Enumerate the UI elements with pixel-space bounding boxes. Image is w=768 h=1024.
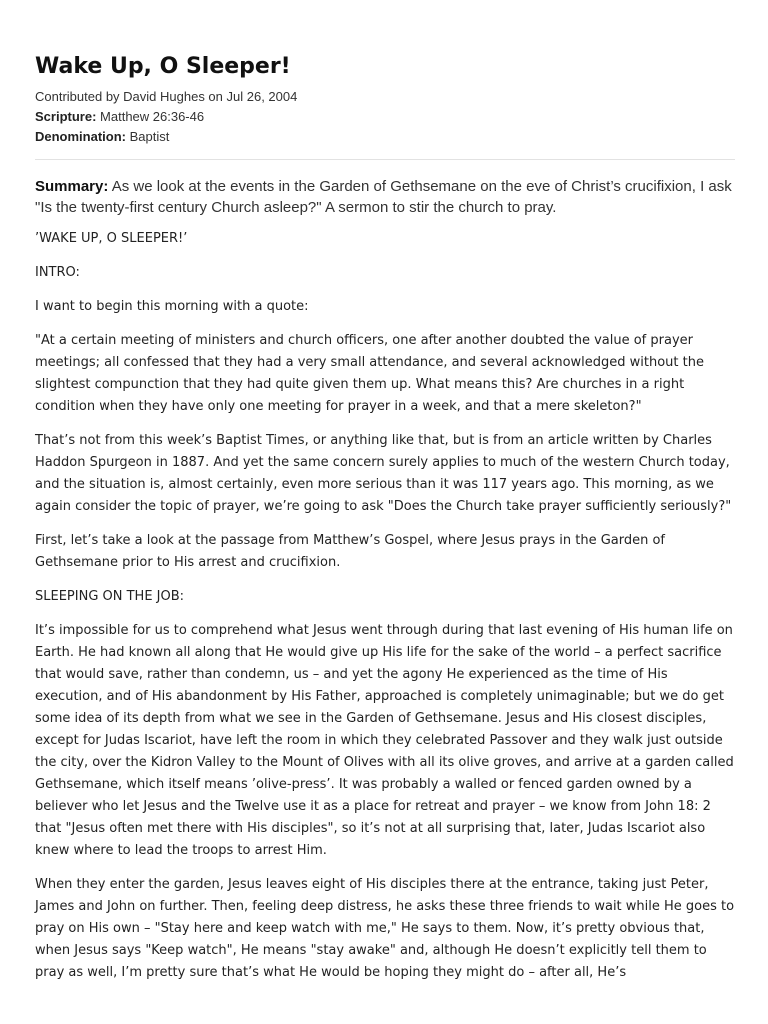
sermon-title: Wake Up, O Sleeper! (35, 54, 291, 79)
scripture-line (35, 107, 735, 127)
body-paragraph: ’WAKE UP, O SLEEPER!’ (35, 231, 188, 246)
body-paragraph: It’s impossible for us to comprehend what Jesus went through during that last evening of His human life on Earth. He had known all along that He would give up His life for the sake of the world – a perfect sacrifice that would save, rather than condemn, us – and yet the agony He experienced as the time of His execution, and of His abandonment by His Father, approached is completely unimaginable; but we do get some idea of its depth from what we see in the Garden of Gethsemane. Jesus and His closest disciples, except for Judas Iscariot, have left the room in which they celebrated Passover and they walk just outside the city, over the Kidron Valley to the Mount of Olives with all its olive groves, and arrive at a garden called Gethsemane, which itself means ’olive-press’. It was probably a walled or fenced garden owned by a believer who let Jesus and the Twelve use it as a place for retreat and prayer – we know from John 18: 2 that "Jesus often met there with His disciples", so it’s not at all surprising that, later, Judas Iscariot also knew where to lead the troops to arrest Him. (35, 623, 734, 858)
contributor-line: Contributed by David Hughes on Jul 26, 2004 (35, 89, 298, 104)
denomination-line (35, 127, 735, 147)
sermon-page (35, 52, 735, 996)
summary-text: As we look at the events in the Garden of Gethsemane on the eve of Christ’s crucifixion, I ask "Is the twenty-first century Church asleep?" A sermon to stir the church to pray. (35, 178, 732, 216)
body-paragraph: First, let’s take a look at the passage from Matthew’s Gospel, where Jesus prays in the Garden of Gethsemane prior to His arrest and crucifixion. (35, 533, 666, 570)
denomination-label: Denomination: (35, 129, 126, 144)
denomination-value[interactable]: Baptist (129, 129, 170, 144)
scripture-reference[interactable]: Matthew 26:36-46 (100, 109, 205, 124)
body-paragraph: "At a certain meeting of ministers and church officers, one after another doubted the value of prayer meetings; all confessed that they had a very small attendance, and several acknowledged without the slightest compunction that they had quite given them up. What means this? Are churches in a right condition when they have only one meeting for prayer in a week, and that a mere skeleton?" (35, 333, 704, 414)
body-paragraph: SLEEPING ON THE JOB: (35, 589, 185, 604)
sermon-body (35, 228, 735, 984)
body-paragraph: When they enter the garden, Jesus leaves eight of His disciples there at the entrance, taking just Peter, James and John on further. Then, feeling deep distress, he asks these three friends to wait while He goes to pray on His own – "Stay here and keep watch with me," He says to them. Now, it’s pretty obvious that, when Jesus says "Keep watch", He means "stay awake" and, although He doesn’t explicitly tell them to pray as well, I’m pretty sure that’s what He would be hoping they might do – after all, He’s (35, 877, 735, 980)
body-paragraph: That’s not from this week’s Baptist Times, or anything like that, but is from an article written by Charles Haddon Spurgeon in 1887. And yet the same concern surely applies to much of the western Church today, and the situation is, almost certainly, even more serious than it was 117 years ago. This morning, as we again consider the topic of prayer, we’re going to ask "Does the Church take prayer sufficiently seriously?" (35, 433, 732, 514)
body-paragraph: INTRO: (35, 265, 80, 280)
body-paragraph: I want to begin this morning with a quote: (35, 299, 309, 314)
summary (35, 176, 735, 218)
header-divider (35, 159, 735, 160)
summary-label: Summary: (35, 178, 109, 195)
scripture-label: Scripture: (35, 109, 97, 124)
